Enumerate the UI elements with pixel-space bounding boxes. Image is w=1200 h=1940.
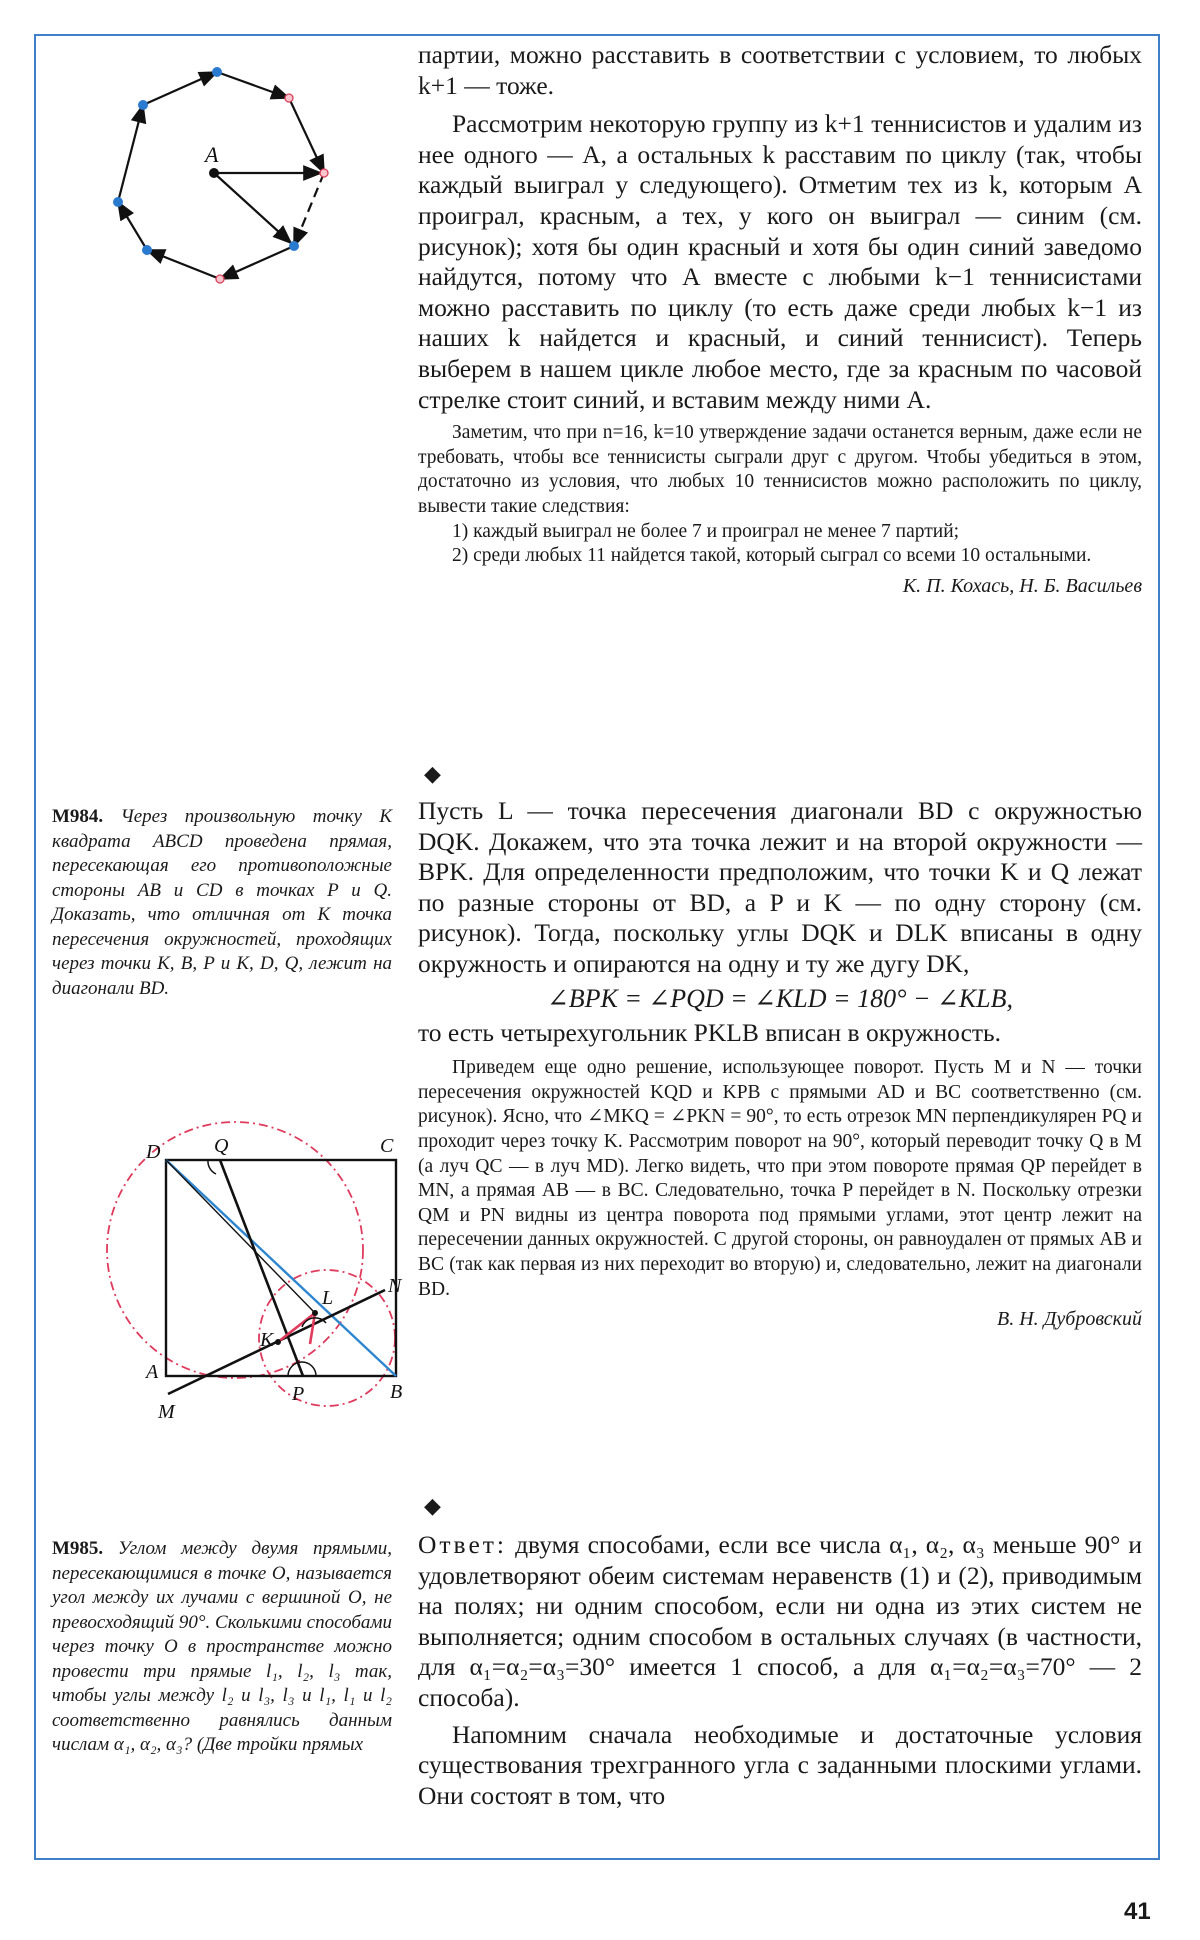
answer-text: двумя способами, если все числа α₁, α₂, α₃ меньше 90° и удовлетворяют обеим системам неравенств (1) и (2), приводимым на полях; ни одним способом, если ни одна из этих систем не выполняется; одним способом в остальных случаях (в частности, для α₁=α₂=α₃=30° имеется 1 способ, а для α₁=α₂=α₃=70° — 2 способа).: [418, 1530, 1142, 1712]
problem-text: Углом между двумя прямыми, пересекающимися в точке O, называется угол между их лучами с вершиной O, не превосходящий 90°. Сколькими способами через точку O в пространстве можно провести три прямые l₁, l₂, l₃ так, чтобы углы между l₂ и l₃, l₃ и l₁, l₁ и l₂ соответственно равнялись данным числам α₁, α₂, α₃? (Две тройки прямых: [52, 1538, 392, 1755]
blue-point: [212, 67, 222, 77]
label-n: N: [388, 1275, 402, 1297]
label-k: K: [260, 1329, 274, 1351]
m985-solution: [418, 1530, 1142, 1811]
square-geometry-figure: [60, 1120, 420, 1450]
label-c: C: [380, 1135, 394, 1157]
blue-point: [113, 197, 123, 207]
m984-paragraph-1: Пусть L — точка пересечения диагонали BD с окружностью DQK. Докажем, что эта точка лежит и на второй окружности — BPK. Для определенности предположим, что точки K и Q лежат по разные стороны от BD, а P и K — по одну сторону (см. рисунок). Тогда, поскольку углы DQK и DLK вписаны в одну окружность и опираются на одну и ту же дугу DK,: [418, 796, 1142, 978]
cycle-arrow: [147, 250, 220, 279]
tennis-paragraph-2: Рассмотрим некоторую группу из k+1 теннисистов и удалим из нее одного — A, а остальных k расставим по циклу (так, чтобы каждый выиграл у следующего). Отметим тех из k, которым A проиграл, красным, а тех, у кого он выиграл — синим (см. рисунок); хотя бы один красный и хотя бы один синий заведомо найдутся, потому что A вместе с любыми k−1 теннисистами можно расставить по циклу (то есть даже среди любых k−1 из наших k найдется и красный, и синий теннисист). Теперь выберем в нашем цикле любое место, где за красным по часовой стрелке стоит синий, и вставим между ними A.: [418, 109, 1142, 414]
m984-formula: ∠BPK = ∠PQD = ∠KLD = 180° − ∠KLB,: [546, 983, 1014, 1013]
cycle-arrow: [289, 98, 324, 173]
blue-point: [289, 241, 299, 251]
label-a: A: [205, 142, 219, 167]
cycle-arrow: [118, 202, 147, 250]
cycle-arrow: [217, 72, 289, 98]
problem-number: М985.: [52, 1538, 104, 1559]
label-b: B: [390, 1381, 403, 1403]
tennis-note-item-1: 1) каждый выиграл не более 7 и проиграл не менее 7 партий;: [452, 520, 960, 542]
blue-point: [142, 245, 152, 255]
tennis-note-item-2: 2) среди любых 11 найдется такой, который сыграл со всеми 10 остальными.: [452, 545, 1092, 567]
label-q: Q: [214, 1135, 229, 1157]
tennis-paragraph-1: партии, можно расставить в соответствии с условием, то любых k+1 — тоже.: [418, 40, 1142, 100]
problem-m984-statement: [52, 805, 392, 1001]
diamond-marker: ◆: [424, 1493, 441, 1518]
segment-ld: [166, 1160, 315, 1313]
cycle-arrow: [220, 246, 294, 279]
m985-paragraph-2: Напомним сначала необходимые и достаточные условия существования трехгранного угла с заданными плоскими углами. Они состоят в том, что: [418, 1719, 1142, 1810]
blue-point: [138, 100, 148, 110]
label-a: A: [146, 1361, 159, 1383]
cycle-arrow: [143, 72, 217, 105]
tennis-note: Заметим, что при n=16, k=10 утверждение задачи останется верным, даже если не требовать, чтобы все теннисисты сыграли друг с другом. Чтобы убедиться в этом, достаточно из условия, что любых 10 теннисистов можно расположить по циклу, вывести такие следствия:: [418, 422, 1142, 517]
m984-signature: В. Н. Дубровский: [997, 1308, 1142, 1331]
problem-m985-statement: [52, 1537, 392, 1758]
label-p: P: [292, 1383, 305, 1405]
page-number: 41: [1124, 1898, 1151, 1925]
diamond-marker: ◆: [424, 761, 441, 786]
red-point: [285, 94, 293, 102]
m984-solution: [418, 796, 1142, 1331]
cycle-arrow-dashed: [294, 173, 324, 246]
red-point: [320, 169, 328, 177]
tennis-solution: [418, 40, 1142, 598]
problem-number: М984.: [52, 806, 104, 827]
m984-paragraph-2: то есть четырехугольник PKLB вписан в окружность.: [418, 1017, 1002, 1047]
cycle-arrow: [118, 105, 143, 202]
answer-label: Ответ:: [418, 1530, 507, 1559]
arrow-from-a: [214, 173, 291, 243]
label-m: M: [158, 1401, 175, 1423]
m985-answer: [418, 1530, 1142, 1714]
angle-arc: [208, 1160, 216, 1174]
problem-text: Через произвольную точку K квадрата ABCD проведена прямая, пересекающая его противоположные стороны AB и CD в точках P и Q. Доказать, что отличная от K точка пересечения окружностей, проходящих через точки K, B, P и K, D, Q, лежит на диагонали BD.: [52, 806, 393, 999]
red-point: [216, 275, 224, 283]
tennis-cycle-figure: [60, 60, 380, 360]
point-a: [209, 168, 219, 178]
point-l: [312, 1310, 318, 1316]
diagonal-bd: [166, 1160, 396, 1376]
tennis-signature: К. П. Кохась, Н. Б. Васильев: [902, 574, 1142, 597]
label-l: L: [322, 1287, 334, 1309]
m984-note: Приведем еще одно решение, использующее поворот. Пусть M и N — точки пересечения окружностей KQD и KPB с прямыми AD и BC соответственно (см. рисунок). Ясно, что ∠MKQ = ∠PKN = 90°, то есть отрезок MN перпендикулярен PQ и проходит через точку K. Рассмотрим поворот на 90°, который переводит точку Q в M (а луч QC — в луч MD). Легко видеть, что при этом повороте прямая QP перейдет в MN, а прямая AB — в BC. Следовательно, точка P перейдет в N. Поскольку отрезки QM и PN видны из центра поворота под прямыми углами, этот центр лежит на пересечении данных окружностей. С другой стороны, он равноудален от прямых AB и BC (так как первая из них переходит во вторую) и, следовательно, лежит на диагонали BD.: [418, 1057, 1142, 1300]
point-k: [275, 1339, 281, 1345]
label-d: D: [146, 1141, 161, 1163]
